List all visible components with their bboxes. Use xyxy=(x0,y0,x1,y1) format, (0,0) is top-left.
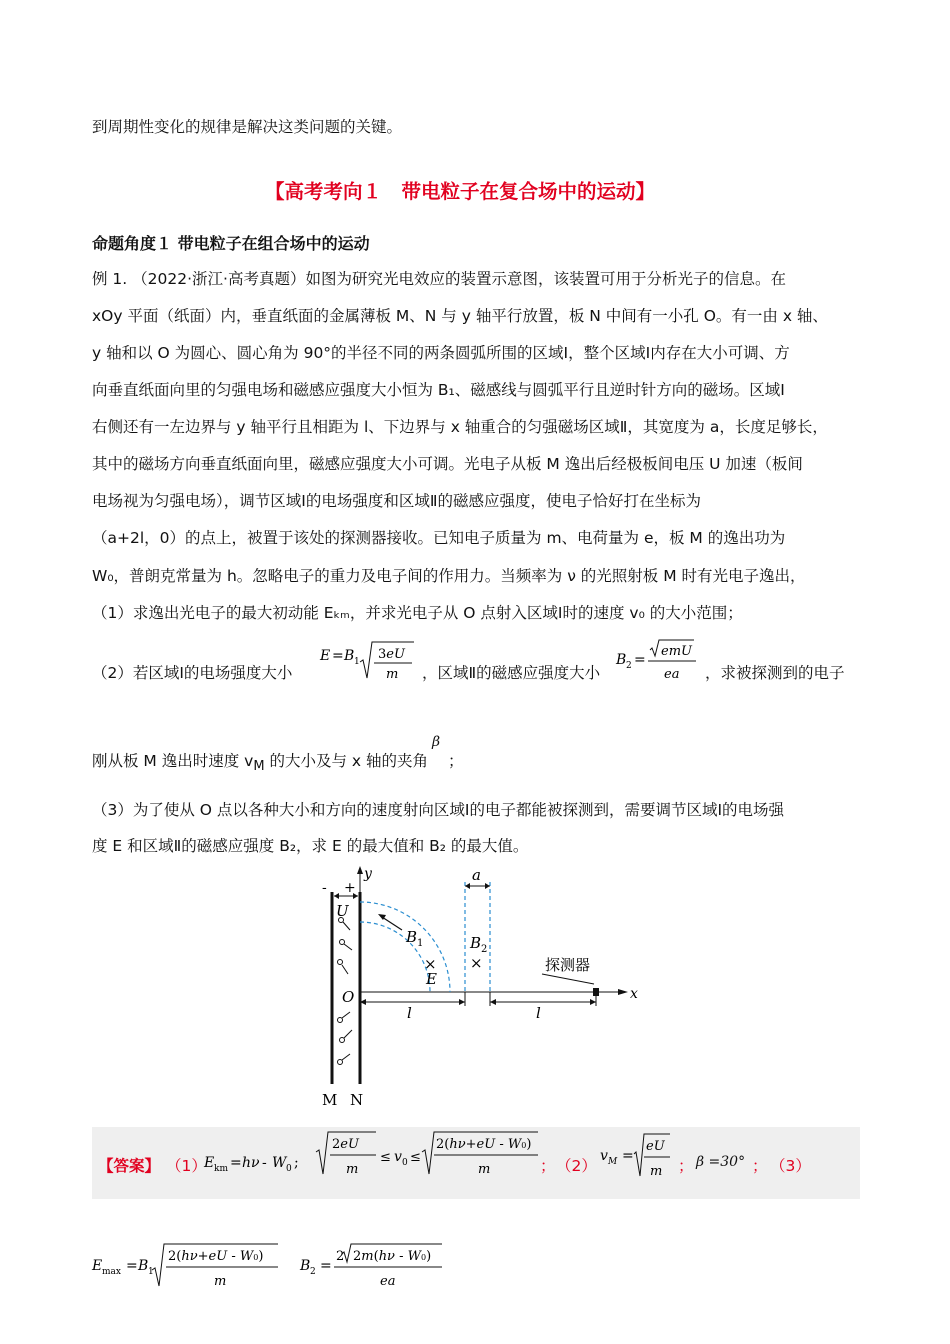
answer-part-1: （1） xyxy=(166,1157,207,1175)
question-3-line2: 度 E 和区域Ⅱ的磁感应强度 B₂，求 E 的最大值和 B₂ 的最大值。 xyxy=(92,837,529,855)
svg-text:max: max xyxy=(102,1267,121,1277)
fig-E: E xyxy=(426,970,437,988)
example-line-3: y 轴和以 O 为圆心、圆心角为 90°的半径不同的两条圆弧所围的区域Ⅰ，整个区域Ⅰ内存在大小可调、方 xyxy=(92,344,790,362)
fig-B1-sub: 1 xyxy=(417,938,424,949)
answer-part-3: （3） xyxy=(770,1157,811,1175)
svg-text:-: - xyxy=(262,1155,267,1171)
svg-text:B: B xyxy=(616,652,627,668)
q2-line2-sub: M xyxy=(253,759,265,775)
q2-line2-b: 的大小及与 x 轴的夹角 xyxy=(264,752,429,770)
formula-Ekm xyxy=(202,1148,320,1180)
svg-text:M: M xyxy=(608,1157,618,1167)
q2-line2-a: 刚从板 M 逸出时速度 v xyxy=(92,752,254,770)
svg-text:W: W xyxy=(272,1155,287,1171)
question-2-line2 xyxy=(92,749,428,774)
fig-a: a xyxy=(472,866,481,884)
svg-text:E: E xyxy=(204,1155,215,1171)
svg-text:0: 0 xyxy=(286,1164,292,1174)
svg-text:0: 0 xyxy=(402,1158,408,1168)
svg-text:B: B xyxy=(300,1258,311,1274)
svg-text:1: 1 xyxy=(354,657,360,667)
fig-y: y xyxy=(364,866,372,882)
svg-text:=: = xyxy=(634,652,646,668)
svg-text:km: km xyxy=(214,1164,228,1174)
fig-U: U xyxy=(336,902,349,920)
svg-text:m: m xyxy=(386,667,399,682)
fig-x: x xyxy=(630,986,638,1002)
question-2-prefix: （2）若区域Ⅰ的电场强度大小 xyxy=(92,664,293,682)
svg-text:emU: emU xyxy=(661,644,692,659)
fig-M: M xyxy=(322,1091,338,1109)
svg-text:=: = xyxy=(230,1155,242,1171)
svg-text:=: = xyxy=(622,1148,634,1164)
question-3-line1: （3）为了使从 O 点以各种大小和方向的速度射向区域Ⅰ的电子都能被探测到，需要调节区域Ⅰ的电场强 xyxy=(92,801,785,819)
svg-text:hν: hν xyxy=(242,1155,260,1171)
svg-text:eU: eU xyxy=(646,1139,665,1154)
formula-part3 xyxy=(90,1240,450,1290)
svg-text:m: m xyxy=(650,1164,663,1179)
intro-line: 到周期性变化的规律是解决这类问题的关键。 xyxy=(92,118,403,136)
formula-E-eq xyxy=(318,636,418,684)
question-1: （1）求逸出光电子的最大初动能 Eₖₘ，并求光电子从 O 点射入区域Ⅰ时的速度 v₀ 的大小范围； xyxy=(92,604,743,622)
answer-sep-1: ； xyxy=(540,1157,556,1175)
answer-beta: β =30° xyxy=(696,1154,746,1170)
svg-text:≤: ≤ xyxy=(410,1150,421,1165)
svg-text:E: E xyxy=(320,648,331,664)
fig-B1: B xyxy=(406,928,418,946)
example-line-7: 电场视为匀强电场），调节区域Ⅰ的电场强度和区域Ⅱ的磁感应强度，使电子恰好打在坐标为 xyxy=(92,492,701,510)
formula-B2-eq xyxy=(614,638,706,684)
answer-part-2: （2） xyxy=(556,1157,597,1175)
example-line-9: W₀，普朗克常量为 h。忽略电子的重力及电子间的作用力。当频率为 ν 的光照射板 M 时有光电子逸出， xyxy=(92,567,806,585)
fig-detector: 探测器 xyxy=(545,956,591,974)
svg-text:=: = xyxy=(332,648,344,664)
svg-text:2(hν+eU - W0): 2(hν+eU - W0) xyxy=(168,1249,264,1264)
example-line-4: 向垂直纸面向里的匀强电场和磁感应强度大小恒为 B₁、磁感线与圆弧平行且逆时针方向的磁场。区域Ⅰ xyxy=(92,381,785,399)
inner-arc xyxy=(360,922,430,992)
beta-symbol: β xyxy=(432,734,441,750)
svg-text:2(hν+eU - W0): 2(hν+eU - W0) xyxy=(436,1137,532,1152)
svg-text:2: 2 xyxy=(626,661,632,671)
svg-text:2eU: 2eU xyxy=(332,1137,359,1152)
example-line-2: xOy 平面（纸面）内，垂直纸面的金属薄板 M、N 与 y 轴平行放置，板 N 中间有一小孔 O。有一由 x 轴、 xyxy=(92,307,828,325)
formula-vM xyxy=(598,1132,674,1180)
svg-text:ea: ea xyxy=(664,667,680,682)
subsection-title: 命题角度１ 带电粒子在组合场中的运动 xyxy=(92,234,370,253)
q2-line2-end: ； xyxy=(448,752,464,770)
svg-text:v: v xyxy=(600,1148,608,1164)
svg-text:B: B xyxy=(344,648,355,664)
svg-text:m: m xyxy=(346,1162,359,1177)
fig-cross-1: × xyxy=(424,955,437,973)
svg-text:2: 2 xyxy=(336,1249,345,1264)
question-2-suffix: ，求被探测到的电子 xyxy=(705,664,845,682)
svg-text:;: ; xyxy=(294,1155,299,1171)
fig-B2: B xyxy=(470,934,482,952)
svg-text:2m(hν - W0): 2m(hν - W0) xyxy=(353,1249,432,1264)
svg-text:E: E xyxy=(92,1258,103,1274)
answer-sep-2: ； xyxy=(678,1157,694,1175)
section-title: 【高考考向１ 带电粒子在复合场中的运动】 xyxy=(265,180,656,203)
svg-text:m: m xyxy=(478,1162,491,1177)
fig-plus: + xyxy=(344,880,356,896)
svg-text:1: 1 xyxy=(148,1267,154,1277)
fig-cross-2: × xyxy=(470,954,483,972)
fig-minus: - xyxy=(322,880,327,896)
fig-O: O xyxy=(342,988,355,1006)
svg-text:v: v xyxy=(394,1149,402,1165)
svg-text:=: = xyxy=(126,1258,138,1274)
answer-tag: 【答案】 xyxy=(98,1157,161,1175)
fig-N: N xyxy=(350,1091,364,1109)
example-line-8: （a+2l，0）的点上，被置于该处的探测器接收。已知电子质量为 m、电荷量为 e，板 M 的逸出功为 xyxy=(92,529,786,547)
formula-v0-range xyxy=(314,1130,544,1180)
question-2-mid: ，区域Ⅱ的磁感应强度大小 xyxy=(422,664,601,682)
svg-text:ea: ea xyxy=(380,1274,396,1289)
fig-l-1: l xyxy=(407,1004,412,1022)
svg-text:m: m xyxy=(214,1274,227,1289)
apparatus-figure xyxy=(310,862,640,1112)
svg-text:≤: ≤ xyxy=(380,1150,391,1165)
svg-text:2: 2 xyxy=(310,1267,316,1277)
svg-text:B: B xyxy=(138,1258,149,1274)
example-line-1: 例 1. （2022·浙江·高考真题）如图为研究光电效应的装置示意图，该装置可用于分析光子的信息。在 xyxy=(92,270,786,288)
fig-l-2: l xyxy=(536,1004,541,1022)
example-line-5: 右侧还有一左边界与 y 轴平行且相距为 l、下边界与 x 轴重合的匀强磁场区域Ⅱ，其宽度为 a，长度足够长， xyxy=(92,418,828,436)
svg-text:3eU: 3eU xyxy=(378,647,405,662)
svg-text:=: = xyxy=(320,1258,332,1274)
answer-sep-3: ； xyxy=(752,1157,768,1175)
example-line-6: 其中的磁场方向垂直纸面向里，磁感应强度大小可调。光电子从板 M 逸出后经极板间电压 U 加速（板间 xyxy=(92,455,803,473)
fig-B2-sub: 2 xyxy=(481,944,488,955)
